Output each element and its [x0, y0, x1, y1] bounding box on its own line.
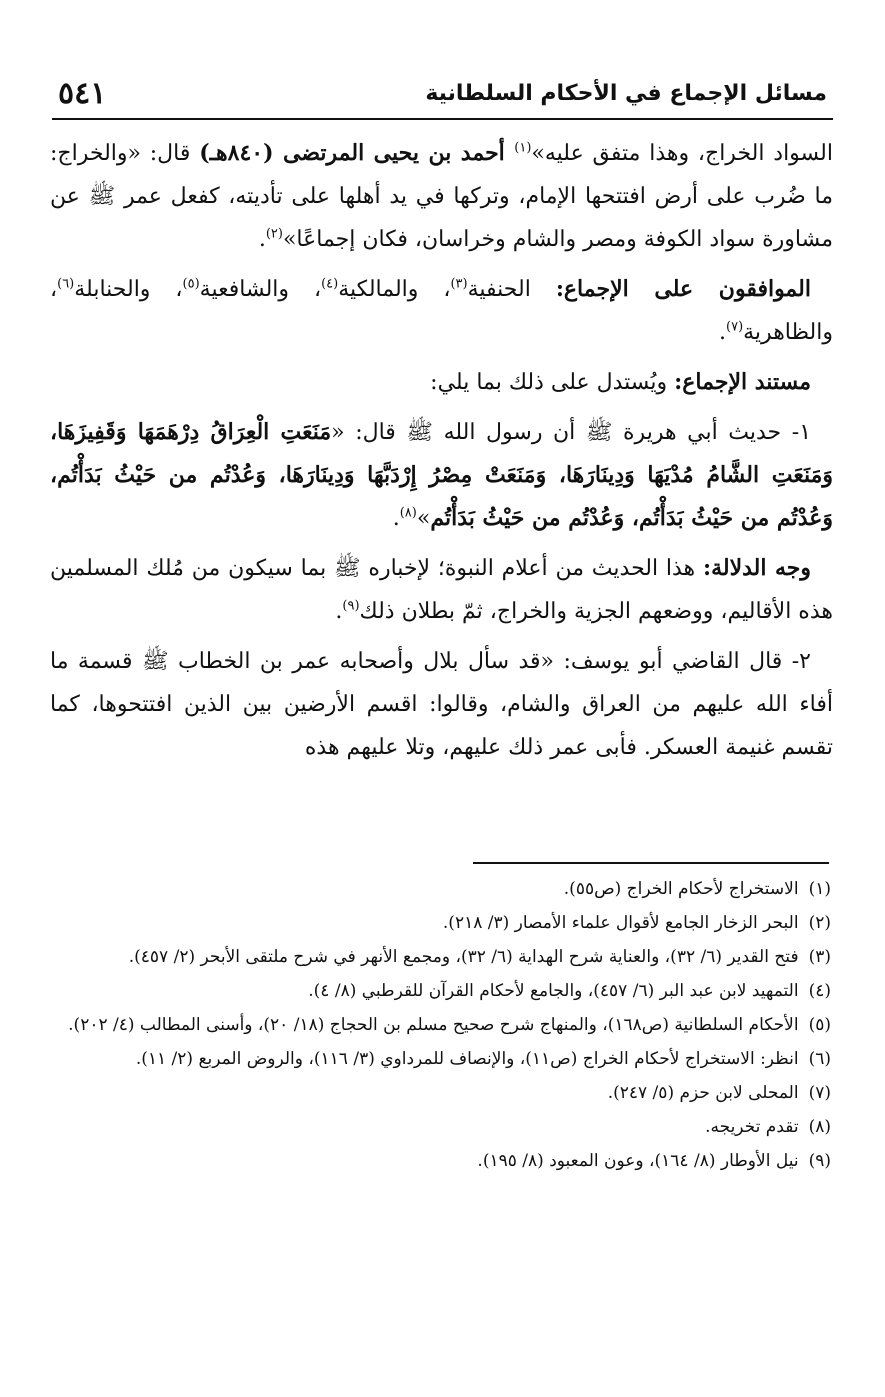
footnote: (٥) الأحكام السلطانية (ص١٦٨)، والمنهاج شرح صحيح مسلم بن الحجاج (١٨/ ٢٠)، وأسنى المطالب (٤/ ٢٠٢). — [68, 1015, 831, 1035]
page-header — [58, 70, 827, 114]
footnote-ref: (٤) — [321, 276, 339, 292]
header-rule — [52, 118, 833, 120]
footnotes — [60, 872, 831, 1178]
paragraph-1: السواد الخراج، وهذا متفق عليه»$^{(١)}$ أحمد بن يحيى المرتضى (٨٤٠هـ) قال: «والخراج: ما ضُرب على أرض افتتحها الإمام، وتركها في يد أهلها على تأديته، كفعل عمر ﷺ عن مشاورة سواد الكوفة ومصر والشام وخراسان، فكان إجماعًا»$^{(٢)}$. — [50, 140, 833, 252]
footnote: (٤) التمهيد لابن عبد البر (٦/ ٤٥٧)، والجامع لأحكام القرآن للقرطبي (٨/ ٤). — [308, 981, 831, 1001]
paragraph-evidence: وجه الدلالة: هذا الحديث من أعلام النبوة؛ لإخباره ﷺ بما سيكون من مُلك المسلمين هذه الأقاليم، ووضعهم الجزية والخراج، ثمّ بطلان ذلك$^{(٩)}$. — [50, 555, 833, 624]
footnote: (٦) انظر: الاستخراج لأحكام الخراج (ص١١)، والإنصاف للمرداوي (٣/ ١١٦)، والروض المربع (٢/ ١١). — [135, 1049, 831, 1069]
footnote-ref: (٦) — [57, 276, 75, 292]
paragraph-hadith: ١- حديث أبي هريرة ﷺ أن رسول الله ﷺ قال: «مَنَعَتِ الْعِرَاقُ دِرْهَمَهَا وَقَفِيزَهَا، وَمَنَعَتِ الشَّامُ مُدْيَهَا وَدِينَارَهَا، وَمَنَعَتْ مِصْرُ إِرْدَبَّهَا وَدِينَارَهَا، وَعُدْتُم من حَيْثُ بَدَأْتُم، وَعُدْتُم من حَيْثُ بَدَأْتُم، وَعُدْتُم من حَيْثُ بَدَأْتُم»$^{(٨)}$. — [50, 419, 833, 531]
paragraph-agreeing-schools: الموافقون على الإجماع: الحنفية$^{(٣)}$، والمالكية$^{(٤)}$، والشافعية$^{(٥)}$، والحنابلة$^{(٦)}$، والظاهرية$^{(٧)}$. — [50, 276, 833, 345]
hadith-text: مَنَعَتِ الْعِرَاقُ دِرْهَمَهَا وَقَفِيزَهَا، وَمَنَعَتِ الشَّامُ مُدْيَهَا وَدِينَارَهَا، وَمَنَعَتْ مِصْرُ إِرْدَبَّهَا وَدِينَارَهَا، وَعُدْتُم من حَيْثُ بَدَأْتُم، وَعُدْتُم من حَيْثُ بَدَأْتُم، وَعُدْتُم من حَيْثُ بَدَأْتُم — [50, 419, 833, 531]
section-label: مستند الإجماع: — [674, 369, 811, 395]
footnote: (٩) نيل الأوطار (٨/ ١٦٤)، وعون المعبود (٨/ ١٩٥). — [477, 1151, 831, 1171]
footnote: (٧) المحلى لابن حزم (٥/ ٢٤٧). — [607, 1083, 831, 1103]
paragraph-basis: مستند الإجماع: ويُستدل على ذلك بما يلي: — [430, 369, 811, 395]
footnote: (٢) البحر الزخار الجامع لأقوال علماء الأمصار (٣/ ٢١٨). — [442, 913, 831, 933]
footnote: (٣) فتح القدير (٦/ ٣٢)، والعناية شرح الهداية (٦/ ٣٢)، ومجمع الأنهر في شرح ملتقى الأبحر (٢/ ٤٥٧). — [128, 947, 831, 967]
footnote-rule — [473, 862, 829, 864]
footnote-ref: (٩) — [342, 598, 360, 614]
main-text — [50, 132, 833, 776]
footnote-ref: (٥) — [182, 276, 200, 292]
footnote-ref: (٧) — [726, 319, 744, 335]
paragraph-abu-yusuf: ٢- قال القاضي أبو يوسف: «قد سأل بلال وأصحابه عمر بن الخطاب ﷺ قسمة ما أفاء الله عليهم من العراق والشام، وقالوا: اقسم الأرضين بين الذين افتتحوها، كما تقسم غنيمة العسكر. فأبى عمر ذلك عليهم، وتلا عليهم هذه — [50, 649, 833, 760]
footnote-ref: (٢) — [265, 226, 283, 242]
running-title: مسائل الإجماع في الأحكام السلطانية — [425, 81, 827, 106]
section-label: الموافقون على الإجماع: — [555, 276, 811, 302]
page-number: ٥٤١ — [58, 76, 107, 111]
footnote: (٨) تقدم تخريجه. — [705, 1117, 831, 1137]
footnote-ref: (٨) — [399, 505, 417, 521]
footnote: (١) الاستخراج لأحكام الخراج (ص٥٥). — [563, 879, 831, 899]
footnote-ref: (٣) — [450, 276, 468, 292]
section-label: وجه الدلالة: — [702, 555, 811, 581]
footnote-ref: (١) — [514, 140, 532, 156]
